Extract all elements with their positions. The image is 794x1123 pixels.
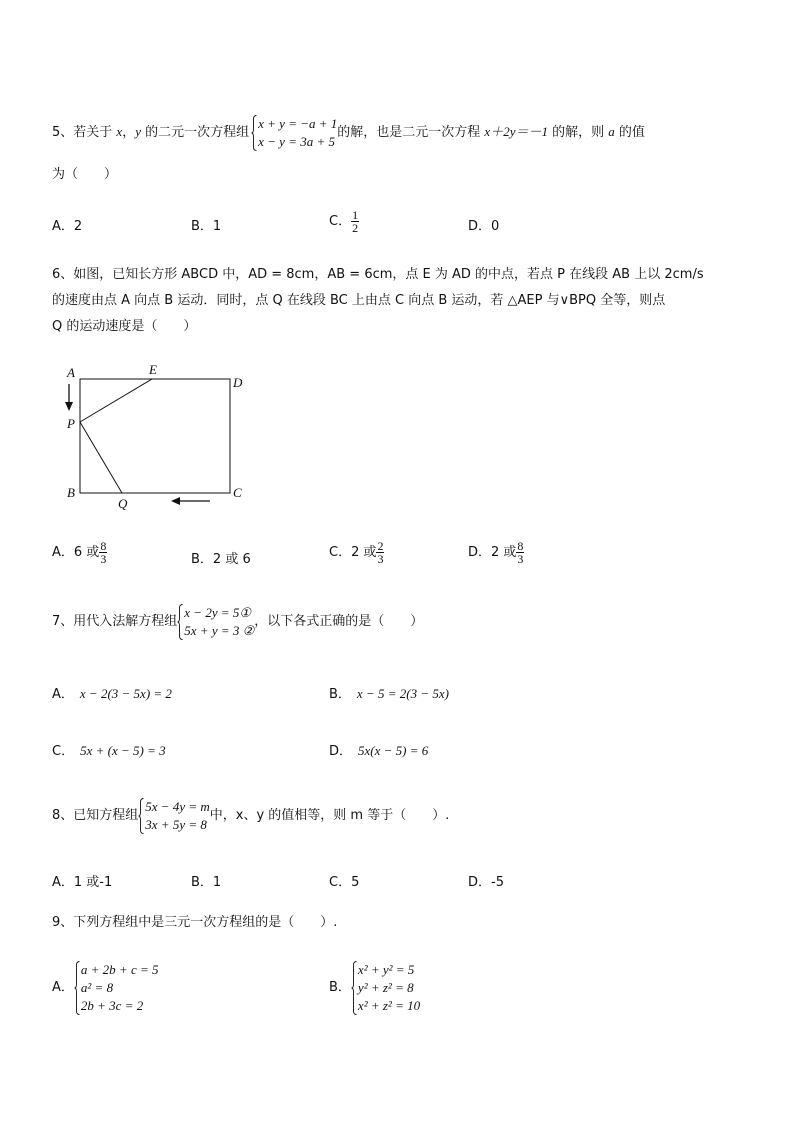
q7-equation-1: x − 2y = 5① — [184, 604, 252, 620]
q6-option-c[interactable] — [329, 540, 384, 565]
q5-text-1: 若关于 — [73, 125, 117, 140]
q5-stem-line2: 为（ ） — [52, 167, 118, 182]
option-label: B． — [191, 552, 213, 567]
option-label: A． — [52, 980, 74, 995]
option-value: 5 — [351, 875, 360, 890]
fraction-numerator: 2 — [377, 539, 384, 553]
q9-option-b[interactable] — [329, 958, 420, 1018]
q9-b-equation-system — [351, 961, 420, 1015]
q7-option-d[interactable] — [329, 740, 428, 759]
q7-equation-2: 5x + y = 3 ② — [184, 622, 255, 638]
q9-a-equation-1: a + 2b + c = 5 — [80, 961, 159, 977]
option-label: C． — [329, 214, 352, 229]
q8-text-2: 中，x、y 的值相等，则 m 等于（ ）. — [209, 808, 450, 823]
q9-b-equation-3: x² + z² = 10 — [357, 997, 421, 1013]
label-a: A — [67, 365, 75, 380]
option-label: A． — [52, 875, 74, 890]
q7-equation-system — [177, 604, 254, 640]
q8-option-d[interactable] — [468, 871, 504, 890]
q9-b-equation-1: x² + y² = 5 — [357, 961, 415, 977]
option-label: B． — [191, 219, 213, 234]
option-label: A． — [52, 545, 74, 560]
label-e: E — [149, 362, 157, 377]
fraction-numerator: 8 — [517, 539, 524, 553]
option-value: x − 5 = 2(3 − 5x) — [356, 686, 449, 701]
q6-stem-line1: 6、如图，已知长方形 ABCD 中，AD = 8cm，AB = 6cm，点 E 为 AD 的中点，若点 P 在线段 AB 上以 2cm/s — [52, 267, 704, 282]
fraction-numerator: 8 — [100, 539, 107, 553]
q7-brace-icon — [177, 604, 183, 640]
q6-stem-line2: 的速度由点 A 向点 B 运动．同时，点 Q 在线段 BC 上由点 C 向点 B 运动，若 △AEP 与∨BPQ 全等，则点 — [52, 293, 666, 308]
q5-equation-system — [251, 115, 337, 151]
option-prefix: 2 或 — [491, 545, 517, 560]
q9-stem: 9、下列方程组中是三元一次方程组的是（ ）. — [52, 915, 338, 930]
q5-comma: ， — [122, 125, 136, 140]
option-label: D． — [329, 744, 353, 759]
option-label: A． — [52, 219, 74, 234]
fraction — [351, 209, 359, 234]
q6-stem-line3: Q 的运动速度是（ ） — [52, 319, 197, 334]
q8-equation-2: 3x + 5y = 8 — [145, 816, 207, 832]
segment-pq — [80, 422, 122, 493]
q8-equation-1: 5x − 4y = m — [145, 798, 210, 814]
option-label: B． — [329, 687, 351, 702]
q5-option-b[interactable] — [191, 215, 221, 234]
q5-text-5: 的值 — [614, 125, 645, 140]
option-value: 1 — [212, 219, 222, 234]
q5-number: 5、 — [52, 125, 74, 140]
q8-option-b[interactable] — [191, 871, 221, 890]
q6-rectangle-figure — [60, 360, 260, 515]
label-p: P — [67, 416, 75, 431]
q9-b-brace-icon — [351, 961, 357, 1015]
q6-option-b[interactable] — [191, 548, 251, 567]
q9-a-equation-3: 2b + 3c = 2 — [80, 997, 144, 1013]
option-label: C． — [329, 545, 352, 560]
fraction-numerator: 1 — [352, 208, 359, 222]
q5-var-y: y — [135, 124, 141, 139]
option-prefix: 2 或 — [351, 545, 377, 560]
q9-a-equation-2: a² = 8 — [80, 979, 114, 995]
option-value: 2 — [73, 219, 83, 234]
q6-option-d[interactable] — [468, 540, 524, 565]
q7-option-a[interactable] — [52, 683, 172, 702]
q7-text-1: 7、用代入法解方程组 — [52, 614, 178, 629]
option-label: A． — [52, 687, 74, 702]
option-value: x − 2(3 − 5x) = 2 — [79, 686, 172, 701]
label-d: D — [233, 375, 243, 390]
label-c: C — [233, 485, 242, 500]
option-label: B． — [191, 875, 213, 890]
option-prefix: 6 或 — [73, 545, 100, 560]
q5-text-2: 的二元一次方程组 — [141, 125, 250, 140]
q8-brace-icon — [138, 798, 144, 834]
q8-option-a[interactable] — [52, 871, 112, 890]
option-value: 5x + (x − 5) = 3 — [80, 743, 166, 758]
q5-option-c[interactable] — [329, 209, 359, 234]
q7-option-b[interactable] — [329, 683, 449, 702]
q5-equation-2: x − y = 3a + 5 — [258, 133, 335, 149]
q5-var-x: x — [116, 124, 123, 139]
fraction — [516, 540, 524, 565]
q5-equation-1: x + y = −a + 1 — [258, 115, 338, 131]
q7-text-2: ，以下各式正确的是（ ） — [254, 614, 424, 629]
label-q: Q — [118, 496, 128, 511]
q5-stem-line1 — [52, 113, 645, 151]
q6-option-a[interactable] — [52, 540, 107, 565]
left-arrow-icon — [171, 497, 210, 505]
q9-a-equation-system — [74, 961, 159, 1015]
fraction — [376, 540, 384, 565]
fraction — [99, 540, 107, 565]
option-label: C． — [329, 875, 352, 890]
q5-brace-icon — [251, 115, 257, 151]
q9-b-equation-2: y² + z² = 8 — [357, 979, 414, 995]
q5-option-a[interactable] — [52, 215, 82, 234]
q5-text-3: 的解，也是二元一次方程 — [337, 125, 485, 140]
option-label: D． — [468, 875, 492, 890]
q7-option-c[interactable] — [52, 740, 166, 759]
option-value: 5x(x − 5) = 6 — [358, 743, 429, 758]
option-label: D． — [468, 545, 492, 560]
label-b: B — [67, 485, 75, 500]
q9-a-brace-icon — [74, 961, 80, 1015]
q9-option-a[interactable] — [52, 958, 159, 1018]
q8-equation-system — [138, 798, 209, 834]
q8-option-c[interactable] — [329, 871, 359, 890]
segment-pe — [80, 379, 152, 422]
fraction-denominator: 3 — [100, 552, 107, 566]
down-arrow-icon — [65, 384, 73, 411]
q5-equation-3: x＋2y＝－1 — [484, 124, 548, 139]
option-value: 1 — [212, 875, 222, 890]
q5-var-a: a — [608, 124, 615, 139]
q7-stem — [52, 603, 423, 641]
q8-stem — [52, 797, 449, 835]
q5-text-4: 的解，则 — [547, 125, 609, 140]
option-value: -5 — [491, 875, 504, 890]
q8-text-1: 8、已知方程组 — [52, 808, 139, 823]
fraction-denominator: 3 — [517, 552, 524, 566]
option-label: D． — [468, 219, 492, 234]
q5-option-d[interactable] — [468, 215, 499, 234]
option-label: C． — [52, 744, 75, 759]
option-label: B． — [329, 980, 351, 995]
fraction-denominator: 3 — [377, 552, 384, 566]
option-value: 0 — [491, 219, 500, 234]
option-value: 1 或-1 — [73, 875, 113, 890]
fraction-denominator: 2 — [352, 221, 359, 235]
option-value: 2 或 6 — [212, 552, 251, 567]
rectangle-abcd — [80, 379, 230, 493]
